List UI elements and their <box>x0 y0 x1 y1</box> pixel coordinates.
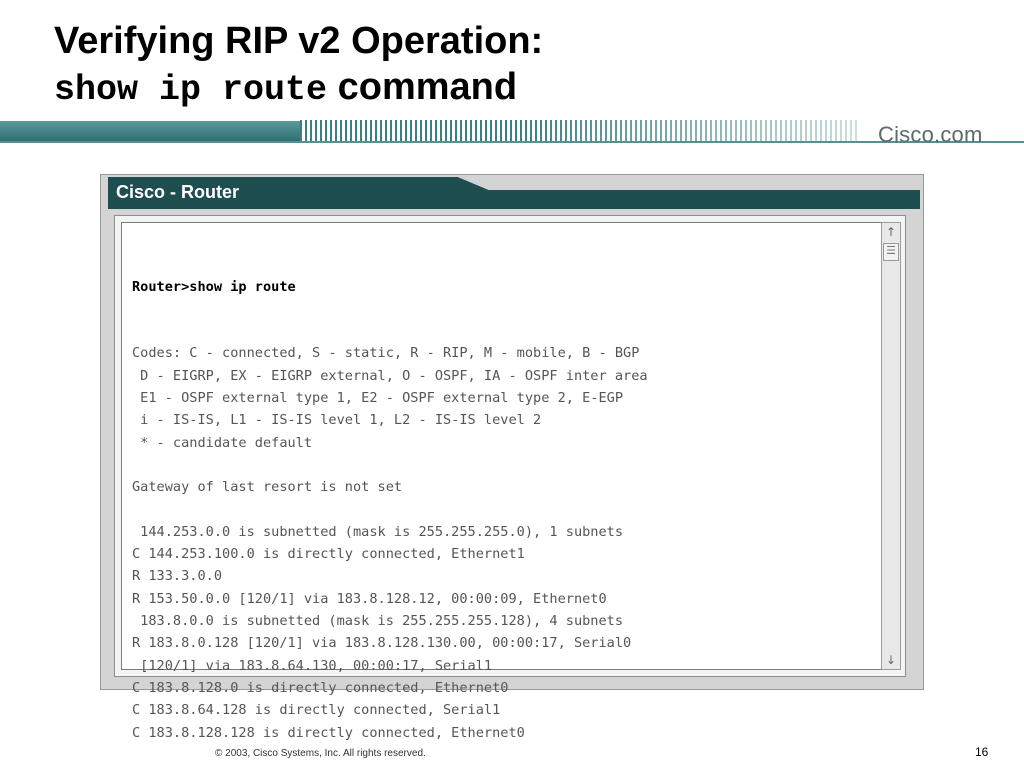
title-line-1: Verifying RIP v2 Operation: <box>54 20 544 62</box>
command-line: Router>show ip route <box>132 278 296 295</box>
copyright-text: © 2003, Cisco Systems, Inc. All rights reserved. <box>215 748 426 759</box>
terminal-line: E1 - OSPF external type 1, E2 - OSPF external type 2, E-EGP <box>132 390 624 407</box>
header-banner <box>0 118 1024 144</box>
terminal-line: * - candidate default <box>132 434 313 451</box>
title-line-2 <box>54 64 543 113</box>
terminal-line <box>132 454 648 476</box>
terminal-line: 144.253.0.0 is subnetted (mask is 255.255.255.0), 1 subnets <box>132 523 624 540</box>
terminal-output[interactable] <box>121 222 891 741</box>
router-window <box>100 174 924 741</box>
window-titlebar[interactable] <box>108 177 920 209</box>
terminal-line: Gateway of last resort is not set <box>132 479 403 496</box>
terminal-line: Codes: C - connected, S - static, R - RIP, M - mobile, B - BGP <box>132 345 640 362</box>
terminal-line: C 144.253.100.0 is directly connected, Ethernet1 <box>132 546 525 563</box>
terminal-line: C 183.8.128.128 is directly connected, Ethernet0 <box>132 724 525 741</box>
terminal-frame <box>114 215 906 741</box>
terminal-line: R 183.8.0.128 [120/1] via 183.8.128.130.00, 00:00:17, Serial0 <box>132 635 632 652</box>
terminal-line: [120/1] via 183.8.64.130, 00:00:17, Serial1 <box>132 657 493 674</box>
banner-stripes <box>300 120 860 142</box>
banner-teal-bar <box>0 121 330 141</box>
terminal-line: R 153.50.0.0 [120/1] via 183.8.128.12, 00:00:09, Ethernet0 <box>132 590 607 607</box>
terminal-line: i - IS-IS, L1 - IS-IS level 1, L2 - IS-IS level 2 <box>132 412 542 429</box>
page-number: 16 <box>975 745 989 759</box>
window-title: Cisco - Router <box>116 182 240 202</box>
terminal-lines <box>132 231 648 744</box>
terminal-line: C 183.8.64.128 is directly connected, Serial1 <box>132 702 501 719</box>
terminal-line: C 183.8.128.0 is directly connected, Ethernet0 <box>132 679 509 696</box>
slide-title <box>54 18 543 113</box>
title-command: show ip route <box>54 70 328 110</box>
terminal-line: 183.8.0.0 is subnetted (mask is 255.255.255.128), 4 subnets <box>132 613 624 630</box>
title-command-suffix: command <box>327 66 518 108</box>
terminal-line: D - EIGRP, EX - EIGRP external, O - OSPF, IA - OSPF inter area <box>132 367 648 384</box>
vertical-scrollbar[interactable] <box>881 222 901 670</box>
terminal-line <box>132 499 648 521</box>
scroll-down-arrow-icon[interactable]: ↓ <box>885 653 897 667</box>
titlebar-bar <box>478 190 920 209</box>
banner-line <box>0 141 1024 143</box>
scroll-thumb-icon[interactable]: ☰ <box>883 243 899 261</box>
scroll-up-arrow-icon[interactable]: ↑ <box>885 225 897 239</box>
cisco-logo: Cisco.com <box>878 122 983 147</box>
terminal-line: R 133.3.0.0 <box>132 568 223 585</box>
